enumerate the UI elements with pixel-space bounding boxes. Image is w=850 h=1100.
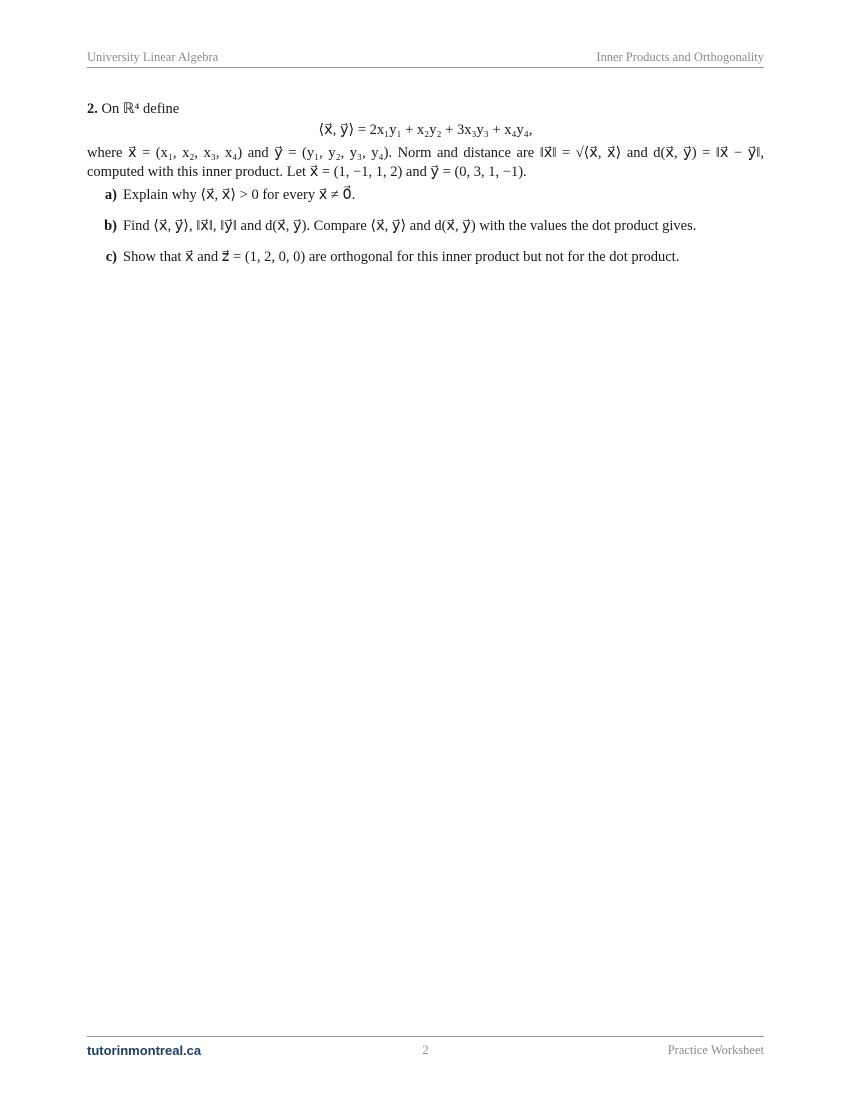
part-label: a) bbox=[104, 187, 117, 203]
header-topic-title: Inner Products and Orthogonality bbox=[596, 50, 764, 64]
page-header bbox=[87, 50, 764, 65]
part-text: Show that x⃗ and z⃗ = (1, 2, 0, 0) are orthogonal for this inner product but not for the dot product. bbox=[123, 249, 680, 265]
part-text: Explain why ⟨x⃗, x⃗⟩ > 0 for every x⃗ ≠ 0⃗. bbox=[123, 187, 356, 203]
problem-block bbox=[87, 100, 764, 279]
part-text: Find ⟨x⃗, y⃗⟩, ‖x⃗‖, ‖y⃗‖ and d(x⃗, y⃗). Compare ⟨x⃗, y⃗⟩ and d(x⃗, y⃗) with the values the dot product gives. bbox=[123, 218, 697, 234]
header-course-title: University Linear Algebra bbox=[87, 50, 219, 64]
header-rule bbox=[87, 67, 764, 68]
problem-intro-line bbox=[87, 100, 764, 119]
problem-part-a bbox=[87, 186, 764, 205]
problem-intro: On ℝ⁴ define bbox=[101, 101, 180, 117]
problem-where-text: where x⃗ = (x₁, x₂, x₃, x₄) and y⃗ = (y₁, y₂, y₃, y₄). Norm and distance are ‖x⃗‖ = √⟨x⃗, x⃗⟩ and d(x⃗, y⃗) = ‖x⃗ − y⃗‖, computed with this inner product. Let x⃗ = (1, −1, 1, 2) and y⃗ = (0, 3, 1, −1). bbox=[87, 145, 764, 180]
problem-part-b bbox=[87, 217, 764, 236]
problem-parts bbox=[87, 186, 764, 267]
footer-rule bbox=[87, 1036, 764, 1037]
problem-part-c bbox=[87, 248, 764, 267]
part-label: b) bbox=[104, 218, 117, 234]
page-number: 2 bbox=[422, 1043, 429, 1057]
part-label: c) bbox=[105, 249, 117, 265]
footer-document-kind: Practice Worksheet bbox=[667, 1043, 764, 1057]
problem-number: 2. bbox=[87, 101, 98, 117]
footer-site-link[interactable]: tutorinmontreal.ca bbox=[87, 1043, 202, 1058]
inner-product-definition: ⟨x⃗, y⃗⟩ = 2x₁y₁ + x₂y₂ + 3x₃y₃ + x₄y₄, bbox=[318, 122, 533, 138]
